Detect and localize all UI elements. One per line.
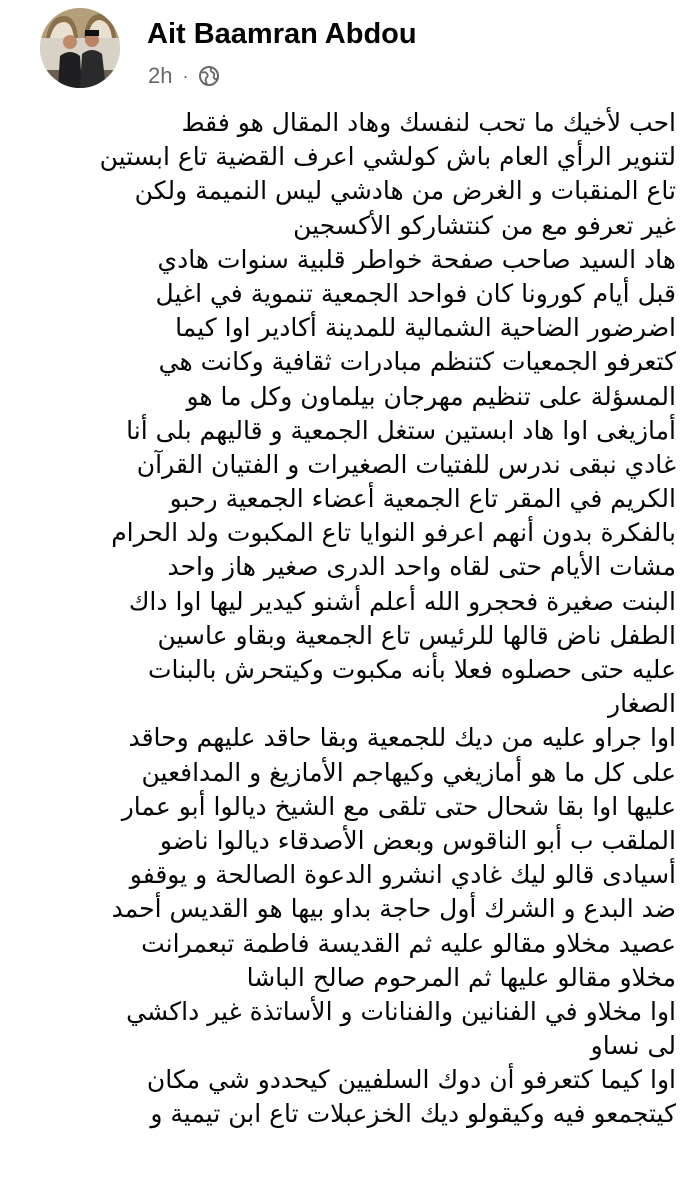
post-header (0, 0, 692, 100)
post-text-line: ضد البدع و الشرك أول حاجة بداو بيها هو القديس أحمد (111, 894, 676, 924)
post-text-line: اوا كيما كتعرفو أن دوك السلفيين كيحددو شي مكان (146, 1065, 676, 1095)
post-text-line: الملقب ب أبو الناقوس وبعض الأصدقاء ديالوا ناضو (159, 825, 676, 855)
post-text-line: عليه حتى حصلوه فعلا بأنه مكبوت وكيتحرش بالبنات (147, 655, 676, 684)
post-text-line: هاد السيد صاحب صفحة خواطر قلبية سنوات هادي (157, 244, 676, 274)
post-text-line: عصيد مخلاو مقالو عليه ثم القديسة فاطمة تبعمرانت (141, 928, 676, 958)
post-timestamp[interactable]: 2h (148, 63, 173, 88)
post-text-line: الكريم في المقر تاع الجمعية أعضاء الجمعية رحبو (169, 484, 676, 514)
meta-separator: · (182, 65, 189, 86)
globe-icon[interactable] (198, 65, 220, 87)
post-text-line: غير تعرفو مع من كنتشاركو الأكسجين (293, 210, 676, 240)
post-meta (148, 62, 220, 90)
post-text-line: احب لأخيك ما تحب لنفسك وهاد المقال هو فقط (181, 108, 676, 137)
post-text-line: تاع المنقبات و الغرض من هادشي ليس النميمة ولكن (134, 176, 676, 206)
post-text-line: لى نساو (590, 1031, 676, 1061)
profile-photo (40, 8, 120, 88)
post-text-line: مخلاو مقالو عليها ثم المرحوم صالح الباشا (246, 962, 676, 992)
post-text-line: على كل ما هو أمازيغي وكيهاجم الأمازيغ و المدافعين (141, 757, 676, 787)
post-text-line: الطفل ناض قالها للرئيس تاع الجمعية وبقاو عاسين (157, 620, 676, 650)
post-text-line: كتعرفو الجمعيات كتنظم مبادرات ثقافية وكانت هي (158, 347, 676, 377)
post-text-line: أمازيغى اوا هاد ابستين ستغل الجمعية و قاليهم بلى أنا (126, 415, 676, 445)
post-text-line: قبل أيام كورونا كان فواحد الجمعية تنموية في اغيل (155, 278, 676, 308)
post-text-line: اضرضور الضاحية الشمالية للمدينة أكادير اوا كيما (175, 313, 676, 343)
post-text-line: كيتجمعو فيه وكيقولو ديك الخزعبلات تاع ابن تيمية و (150, 1099, 676, 1129)
post-text-line: البنت صغيرة فحجرو الله أعلم أشنو كيدير ليها اوا داك (128, 586, 676, 616)
post-text-line: اوا جراو عليه من ديك للجمعية وبقا حاقد عليهم وحاقد (128, 723, 676, 753)
post-text-line: بالفكرة بدون أنهم اعرفو النوايا تاع المكبوت ولد الحرام (111, 518, 676, 548)
post-text-line: عليها اوا بقا شحال حتى تلقى مع الشيخ ديالوا أبو عمار (121, 791, 676, 821)
post-text-line: المسؤلة على تنظيم مهرجان بيلماون وكل ما هو (186, 381, 676, 411)
post-text-line: مشات الأيام حتى لقاه واحد الدرى صغير هاز واحد (167, 552, 676, 582)
post-text-line: أسيادى قالو ليك غادي انشرو الدعوة الصالحة و يوقفو (129, 860, 676, 890)
cropped-edge (0, 1186, 692, 1200)
post-text-line: لتنوير الرأي العام باش كولشي اعرف القضية تاع ابستين (99, 142, 676, 172)
author-avatar[interactable] (40, 8, 120, 88)
post-text-line: غادي نبقى ندرس للفتيات الصغيرات و الفتيان القرآن (136, 449, 676, 479)
post-body (20, 106, 676, 1132)
post-text-line: الصغار (608, 689, 676, 719)
post-text-line: اوا مخلاو في الفنانين والفنانات و الأساتذة غير داكشي (126, 996, 676, 1026)
author-name[interactable]: Ait Baamran Abdou (147, 18, 417, 50)
